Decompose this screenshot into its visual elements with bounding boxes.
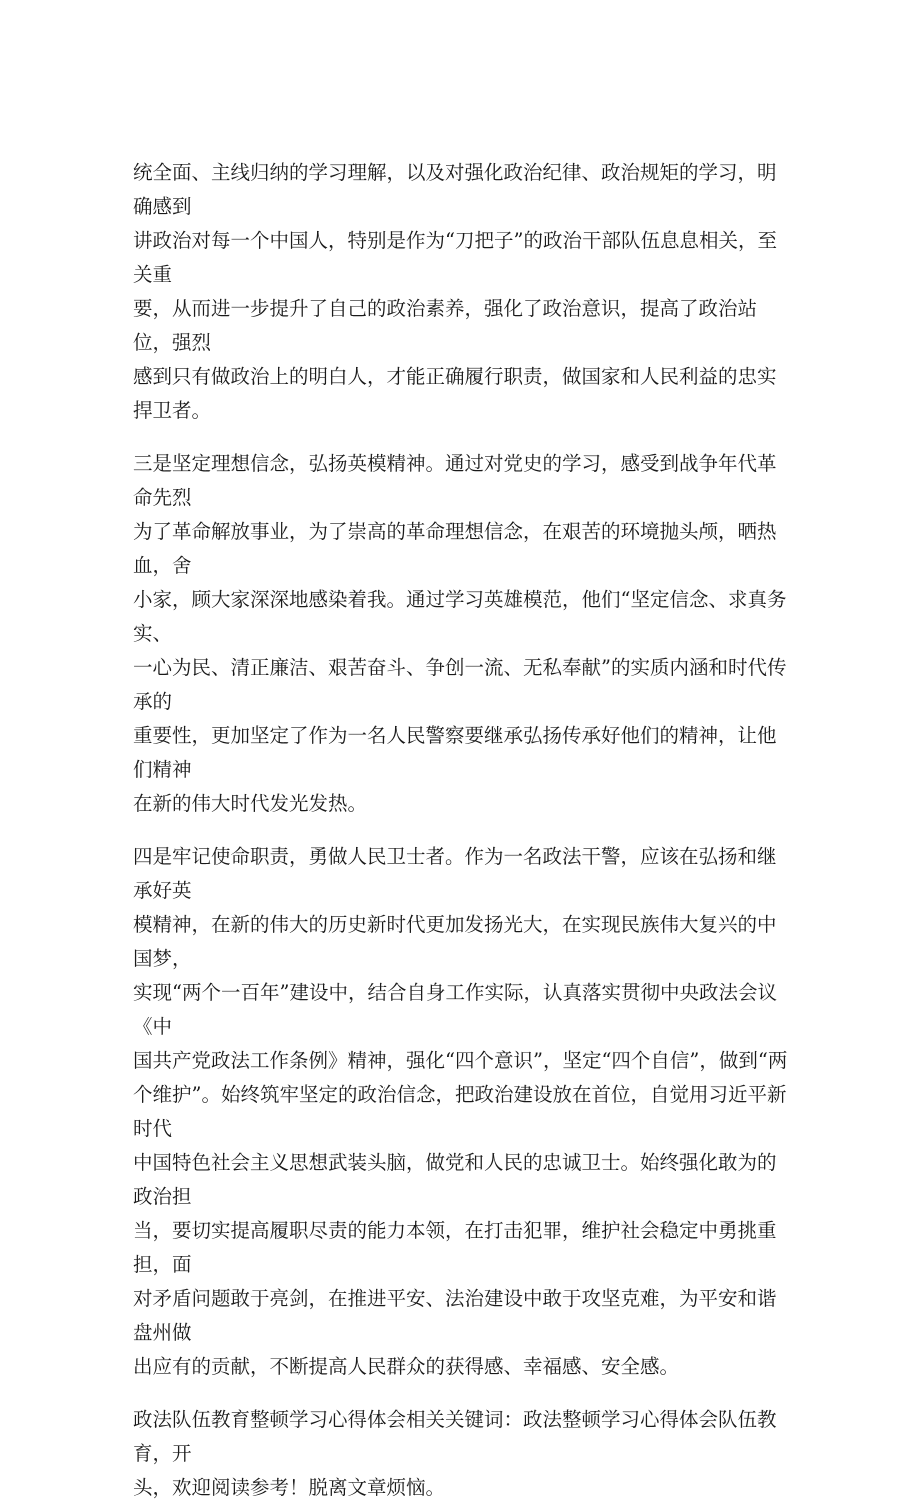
paragraph-keywords: 政法队伍教育整顿学习心得体会相关关键词：政法整顿学习心得体会队伍教育，开 头，欢迎阅读参考！脱离文章烦恼。 (133, 1408, 777, 1499)
paragraph-ideals-and-heroes: 三是坚定理想信念，弘扬英模精神。通过对党史的学习，感受到战争年代革命先烈 为了革命解放事业，为了崇高的革命理想信念，在艰苦的环境抛头颅，晒热血，舍 小家，顾大家深深地感染着我。通过学习英雄模范，他们“坚定信念、求真务实、 一心为民、清正廉洁、艰苦奋斗、争创一流、无私奉献”的实质内涵和时代传承的 重要性，更加坚定了作为一名人民警察要继承弘扬传承好他们的精神，让他们精神 在新的伟大时代发光发热。 (133, 452, 787, 815)
paragraph-mission-and-duty: 四是牢记使命职责，勇做人民卫士者。作为一名政法干警，应该在弘扬和继承好英 模精神，在新的伟大的历史新时代更加发扬光大，在实现民族伟大复兴的中国梦， 实现“两个一百年”建设中，结合自身工作实际，认真落实贯彻中央政法会议《中 国共产党政法工作条例》精神，强化“四个意识”，坚定“四个自信”，做到“两 个维护”。始终筑牢坚定的政治信念，把政治建设放在首位，自觉用习近平新时代 中国特色社会主义思想武装头脑，做党和人民的忠诚卫士。始终强化敢为的政治担 当，要切实提高履职尽责的能力本领，在打击犯罪，维护社会稳定中勇挑重担，面 对矛盾问题敢于亮剑，在推进平安、法治建设中敢于攻坚克难，为平安和谐盘州做 出应有的贡献，不断提高人民群众的获得感、幸福感、安全感。 (133, 845, 788, 1378)
document-body (133, 156, 793, 1505)
paragraph-political-study: 统全面、主线归纳的学习理解，以及对强化政治纪律、政治规矩的学习，明确感到 讲政治对每一个中国人，特别是作为“刀把子”的政治干部队伍息息相关，至关重 要，从而进一步提升了自己的政治素养，强化了政治意识，提高了政治站位，强烈 感到只有做政治上的明白人，才能正确履行职责，做国家和人民利益的忠实捍卫者。 (133, 161, 777, 422)
